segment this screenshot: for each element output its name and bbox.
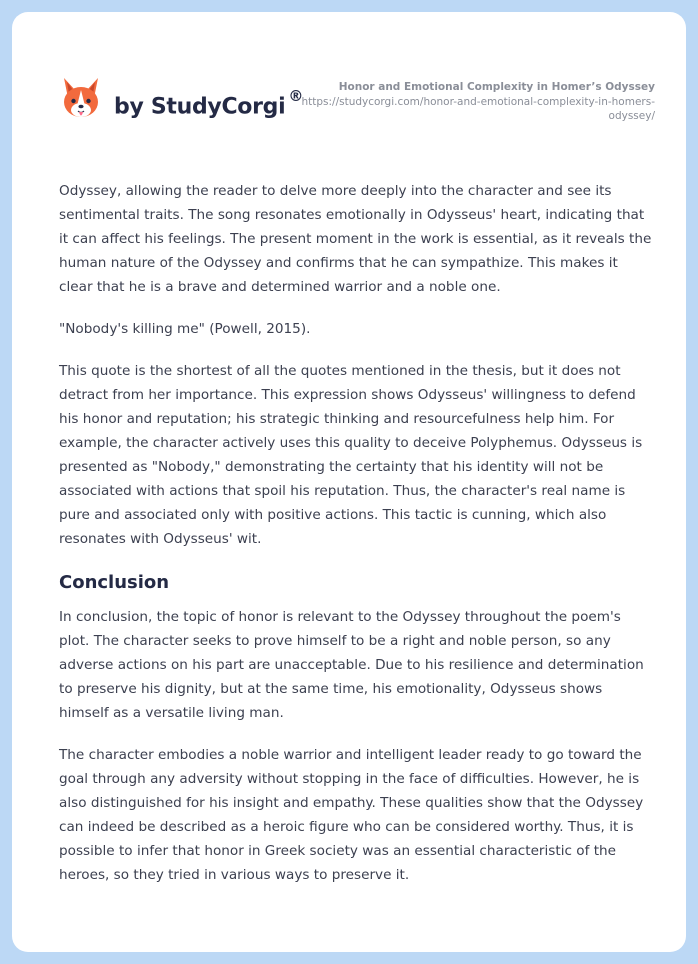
document-meta [295, 80, 655, 123]
document-url[interactable]: https://studycorgi.com/honor-and-emotional-complexity-in-homers-odyssey/ [301, 96, 655, 122]
registered-mark: ® [288, 86, 304, 105]
paragraph: Odyssey, allowing the reader to delve more deeply into the character and see its sentimental traits. The song resonates emotionally in Odysseus' heart, indicating that it can affect his feelings. The present moment in the work is essential, as it reveals the human nature of the Odyssey and confirms that he can sympathize. This makes it clear that he is a brave and determined warrior and a noble one. [59, 183, 652, 295]
article-body [59, 179, 655, 905]
section-heading: Conclusion [59, 572, 170, 593]
paragraph: This quote is the shortest of all the quotes mentioned in the thesis, but it does not detract from her importance. This expression shows Odysseus' willingness to defend his honor and reputation; his strategic thinking and resourcefulness help him. For example, the character actively uses this quality to deceive Polyphemus. Odysseus is presented as "Nobody," demonstrating the certainty that his identity will not be associated with actions that spoil his reputation. Thus, the character's real name is pure and associated only with positive actions. This tactic is cunning, which also resonates with Odysseus' wit. [59, 363, 643, 547]
paragraph: In conclusion, the topic of honor is relevant to the Odyssey throughout the poem's plot. The character seeks to prove himself to be a right and noble person, so any adverse actions on his part are unacceptable. Due to his resilience and determination to preserve his dignity, but at the same time, his emotionality, Odysseus shows himself as a versatile living man. [59, 609, 644, 721]
document-page [12, 12, 686, 952]
studycorgi-logo[interactable] [60, 76, 303, 122]
brand-name [114, 86, 304, 120]
brand-label: by StudyCorgi [114, 94, 286, 120]
corgi-icon [60, 76, 102, 122]
document-title: Honor and Emotional Complexity in Homer’s Odyssey [338, 81, 655, 93]
paragraph: "Nobody's killing me" (Powell, 2015). [59, 321, 311, 337]
paragraph: The character embodies a noble warrior and intelligent leader ready to go toward the goal through any adversity without stopping in the face of difficulties. However, he is also distinguished for his insight and empathy. These qualities show that the Odyssey can indeed be described as a heroic figure who can be considered worthy. Thus, it is possible to infer that honor in Greek society was an essential characteristic of the heroes, so they tried in various ways to preserve it. [59, 747, 644, 883]
